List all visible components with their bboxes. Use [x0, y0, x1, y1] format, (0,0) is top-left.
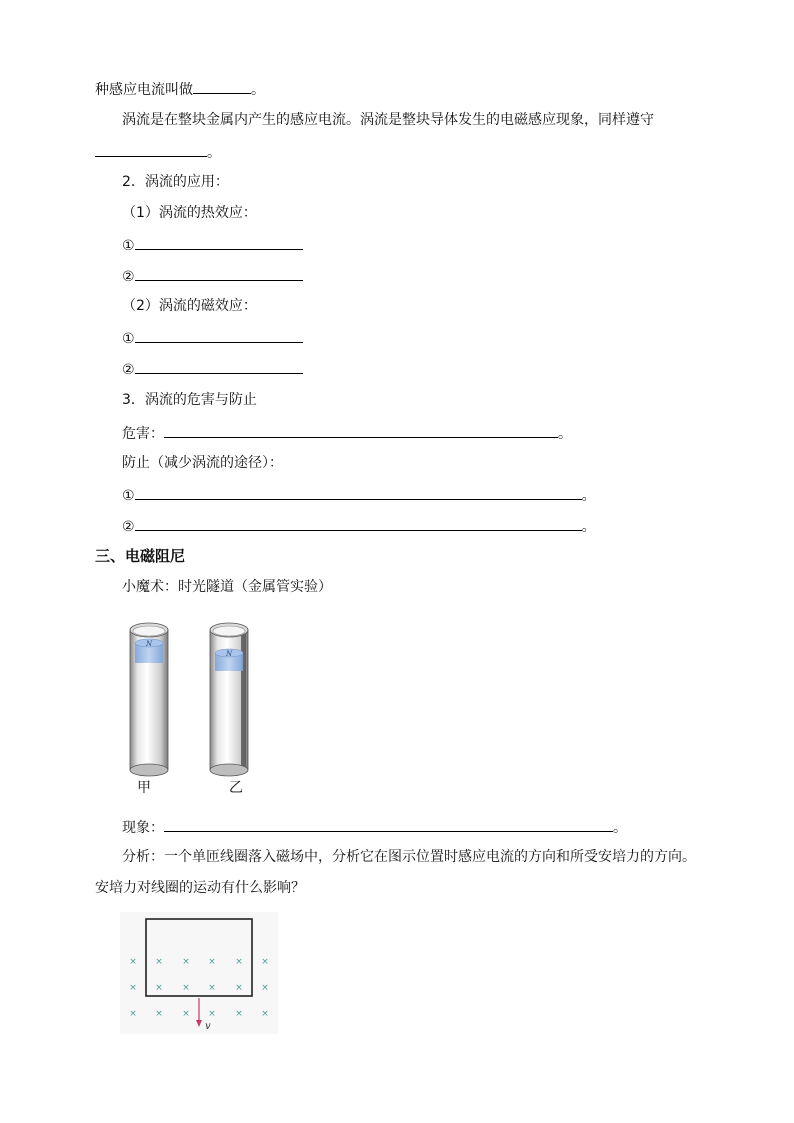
velocity-label: v — [205, 1021, 211, 1032]
heat-effect-item-1 — [122, 234, 303, 256]
field-cross: × — [261, 1009, 269, 1019]
harm-line — [122, 422, 572, 444]
tube-left-label: 甲 — [137, 780, 151, 796]
field-cross: × — [235, 1009, 243, 1019]
analysis-line-2: 安培力对线圈的运动有什么影响？ — [95, 880, 305, 896]
field-cross: × — [155, 1009, 163, 1019]
intro-text: 种感应电流叫做 — [95, 82, 193, 98]
prevention-item-1 — [122, 484, 596, 506]
heat-effect-blank-1[interactable] — [135, 234, 303, 250]
heat-effect-blank-2[interactable] — [135, 265, 303, 281]
analysis-line-1: 分析：一个单匝线圈落入磁场中，分析它在图示位置时感应电流的方向和所受安培力的方向。 — [122, 849, 696, 865]
prevention-end-2: 。 — [581, 519, 596, 535]
field-cross: × — [235, 957, 243, 967]
observation-label: 现象： — [122, 820, 164, 836]
item-marker: ① — [122, 238, 135, 254]
field-cross: × — [129, 983, 137, 993]
item-marker: ② — [122, 269, 135, 285]
magnetic-effect-blank-2[interactable] — [135, 358, 303, 374]
metal-tube-figure — [120, 615, 270, 800]
item-marker: ② — [122, 519, 135, 535]
coil-field-figure — [120, 912, 278, 1034]
heat-effect-item-2 — [122, 265, 303, 287]
observation-end: 。 — [613, 820, 627, 836]
magnetic-effect-blank-1[interactable] — [135, 327, 303, 343]
prevention-blank-1[interactable] — [135, 484, 582, 500]
field-cross: × — [261, 957, 269, 967]
law-blank[interactable] — [95, 141, 207, 157]
field-cross: × — [155, 983, 163, 993]
tube-right — [210, 623, 248, 776]
magnet-left-mark: N — [145, 640, 153, 648]
harm-blank[interactable] — [164, 422, 558, 438]
intro-blank[interactable] — [193, 78, 251, 94]
field-cross: × — [208, 957, 216, 967]
harm-end: 。 — [558, 426, 572, 442]
prevention-blank-2[interactable] — [135, 515, 582, 531]
harm-prevention-heading: 3．涡流的危害与防止 — [122, 392, 257, 408]
intro-line — [95, 78, 265, 100]
heat-effect-heading: （1）涡流的热效应： — [122, 205, 257, 221]
harm-label: 危害： — [122, 426, 164, 442]
eddy-paragraph-end-line — [95, 141, 221, 163]
prevention-item-2 — [122, 515, 596, 537]
magnetic-effect-item-2 — [122, 358, 303, 380]
prevention-heading: 防止（减少涡流的途径）： — [122, 455, 283, 471]
eddy-paragraph-end: 。 — [207, 145, 221, 161]
field-cross: × — [129, 1009, 137, 1019]
item-marker: ② — [122, 362, 135, 378]
tube-right-label: 乙 — [229, 780, 243, 796]
field-cross: × — [182, 1009, 190, 1019]
field-cross: × — [129, 957, 137, 967]
magnet-right-mark: N — [225, 650, 233, 658]
intro-end: 。 — [251, 82, 265, 98]
section-title: 三、电磁阻尼 — [95, 547, 186, 565]
field-cross: × — [182, 983, 190, 993]
magic-experiment-caption: 小魔术：时光隧道（金属管实验） — [122, 579, 332, 595]
eddy-paragraph — [122, 110, 654, 130]
observation-blank[interactable] — [164, 816, 613, 832]
applications-heading: 2．涡流的应用： — [122, 174, 229, 190]
item-marker: ① — [122, 331, 135, 347]
prevention-end-1: 。 — [581, 488, 596, 504]
observation-line — [122, 816, 627, 838]
field-cross: × — [261, 983, 269, 993]
item-marker: ① — [122, 488, 135, 504]
magnetic-effect-item-1 — [122, 327, 303, 349]
eddy-paragraph-text: 涡流是在整块金属内产生的感应电流。涡流是整块导体发生的电磁感应现象，同样遵守 — [122, 112, 654, 128]
field-cross: × — [208, 983, 216, 993]
field-cross: × — [182, 957, 190, 967]
field-cross: × — [155, 957, 163, 967]
field-cross: × — [235, 983, 243, 993]
field-cross: × — [208, 1009, 216, 1019]
tube-left — [130, 623, 168, 776]
magnetic-effect-heading: （2）涡流的磁效应： — [122, 298, 257, 314]
